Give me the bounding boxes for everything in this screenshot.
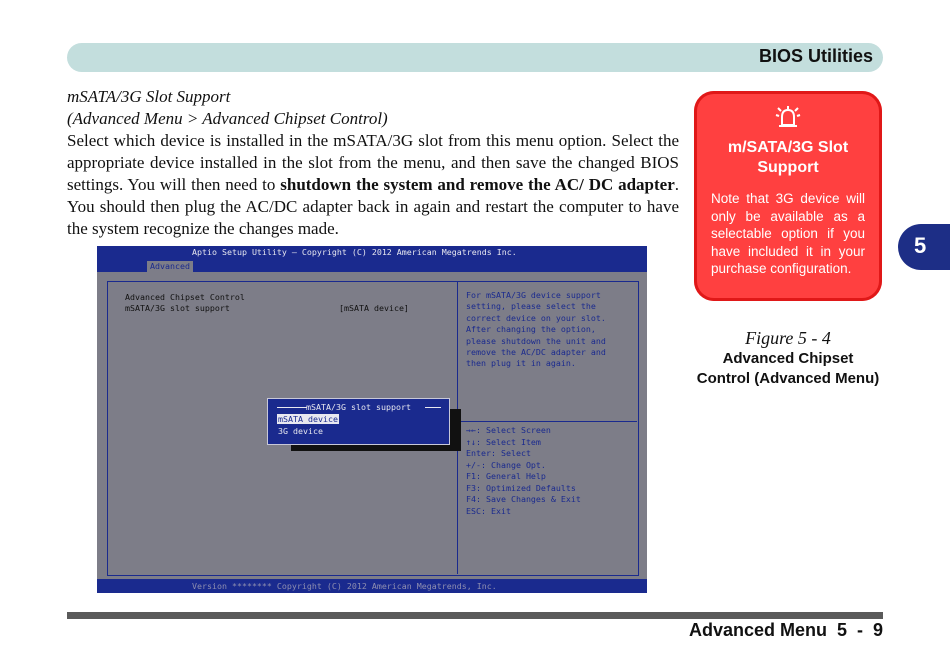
tab-advanced[interactable]: Advanced	[147, 261, 193, 272]
bios-item-label[interactable]: mSATA/3G slot support	[125, 303, 230, 313]
note-box	[694, 91, 882, 301]
bios-status-bar	[97, 579, 647, 593]
note-title: m/SATA/3G Slot Support	[727, 139, 849, 176]
bios-version: Version ******** Copyright (C) 2012 American Megatrends, Inc.	[192, 581, 497, 591]
description-paragraph	[67, 130, 679, 240]
body-text	[67, 86, 679, 240]
footer-rule	[67, 612, 883, 619]
bios-section-heading: Advanced Chipset Control	[125, 292, 245, 302]
bios-screenshot	[97, 246, 647, 593]
popup-title: mSATA/3G slot support	[306, 402, 411, 412]
header-bar	[67, 43, 883, 72]
bios-title: Aptio Setup Utility – Copyright (C) 2012 American Megatrends Inc.	[192, 247, 517, 257]
figure-number: Figure 5 - 4	[745, 328, 831, 348]
option-popup	[267, 398, 450, 445]
paragraph-emphasis: shutdown the system and remove the AC/ DC adapter	[280, 175, 675, 194]
section-title: BIOS Utilities	[758, 46, 873, 66]
figure-caption: Advanced Chipset Control (Advanced Menu)	[696, 350, 880, 387]
bios-item-value[interactable]: [mSATA device]	[339, 303, 409, 313]
chapter-number: 5	[914, 233, 927, 258]
footer-page-label: Advanced Menu 5 - 9	[688, 620, 883, 640]
bell-alert-icon	[773, 105, 803, 131]
bios-help-divider	[458, 421, 637, 422]
menu-path: (Advanced Menu > Advanced Chipset Control)	[67, 109, 388, 128]
paragraph-text-end: . You should then plug the AC/DC adapter back in again and restart the computer to have the system recognize the changes made.	[67, 175, 680, 238]
bios-key-legend: →←: Select Screen ↑↓: Select Item Enter: Select +/-: Change Opt. F1: General Help F3: Optimized Defaults F4: Save Changes & Exit ESC: Exit	[466, 425, 581, 516]
note-text: Note that 3G device will only be available as a selectable option if you have included it in your purchase configuration.	[711, 191, 865, 277]
bios-help-text: For mSATA/3G device support setting, please select the correct device on your slot. After changing the option, please shutdown the unit and remove the AC/DC adapter and then plug it in again.	[466, 290, 606, 369]
option-heading: mSATA/3G Slot Support	[67, 87, 231, 106]
chapter-tab	[898, 224, 950, 270]
popup-option-msata[interactable]: mSATA device	[278, 414, 338, 424]
paragraph-text: Select which device is installed in the mSATA/3G slot from this menu option. Select the appropriate device installed in the slot from the menu, and then save the changed BIOS settings. You will then need to	[67, 131, 679, 194]
popup-option-3g[interactable]: 3G device	[278, 426, 323, 436]
bios-title-bar	[97, 246, 647, 272]
